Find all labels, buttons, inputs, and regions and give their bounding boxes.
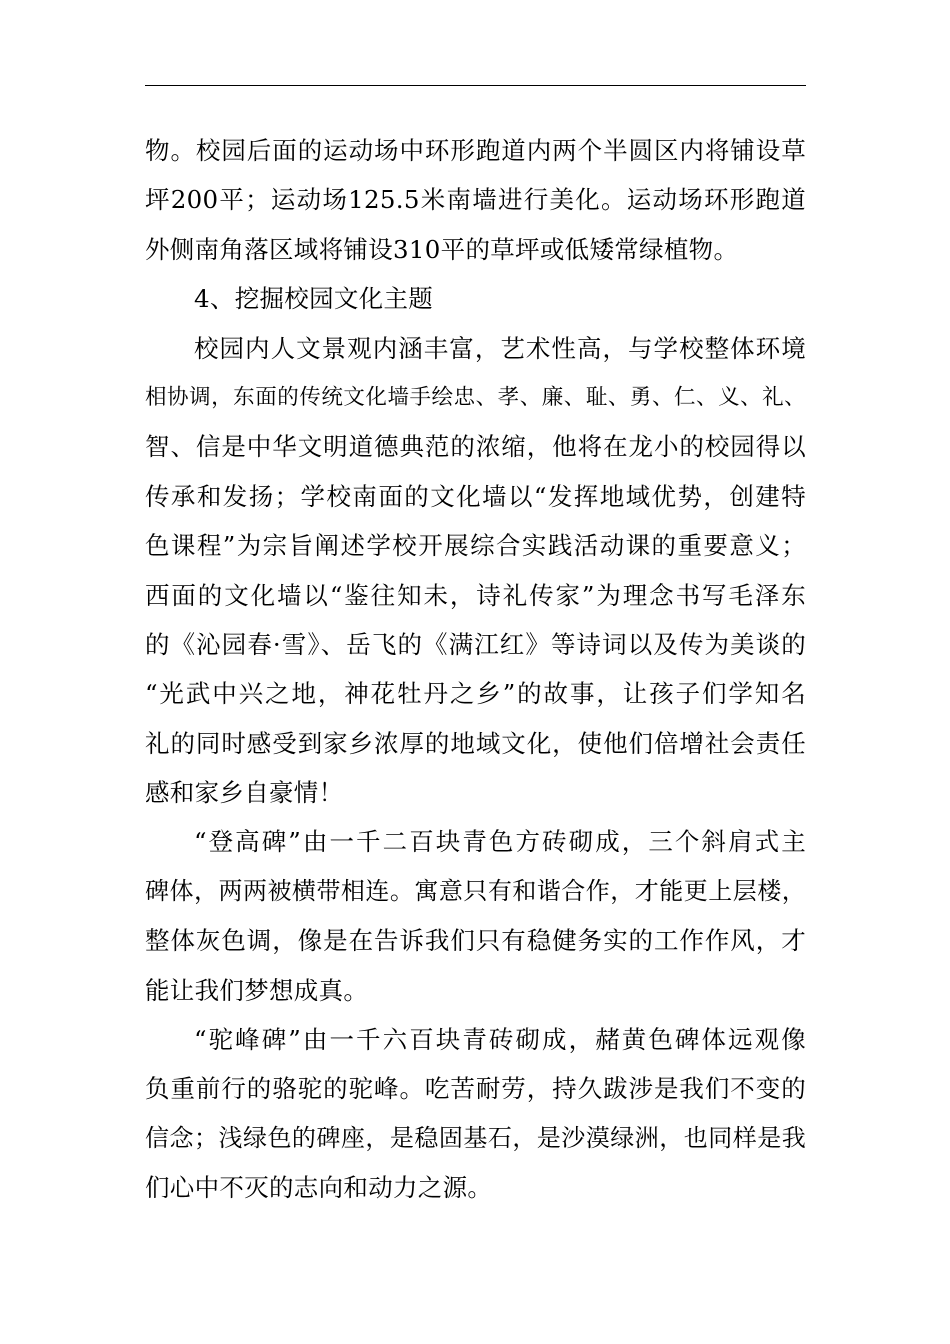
text-line: 相协调，东面的传统文化墙手绘忠、孝、廉、耻、勇、仁、义、礼、 — [145, 384, 806, 410]
text-line: 智、信是中华文明道德典范的浓缩，他将在龙小的校园得以 — [145, 432, 806, 462]
text-line: 能让我们梦想成真。 — [145, 975, 369, 1005]
text-line: 礼的同时感受到家乡浓厚的地域文化，使他们倍增社会责任 — [145, 728, 806, 758]
text-line: 色课程”为宗旨阐述学校开展综合实践活动课的重要意义； — [145, 531, 806, 561]
text-line: 信念；浅绿色的碑座，是稳固基石，是沙漠绿洲，也同样是我 — [145, 1123, 806, 1152]
text-line: 传承和发扬；学校南面的文化墙以“发挥地域优势，创建特 — [145, 481, 806, 511]
text-line: “驼峰碑”由一千六百块青砖砌成，赭黄色碑体远观像 — [194, 1025, 806, 1055]
text-line: 整体灰色调，像是在告诉我们只有稳健务实的工作作风，才 — [145, 926, 806, 956]
header-rule — [145, 85, 806, 86]
text-line: “登高碑”由一千二百块青色方砖砌成，三个斜肩式主 — [194, 827, 806, 857]
text-line: 碑体，两两被横带相连。寓意只有和谐合作，才能更上层楼， — [145, 876, 806, 905]
text-line: 坪200平；运动场125.5米南墙进行美化。运动场环形跑道 — [145, 185, 806, 215]
text-line: 4、挖掘校园文化主题 — [194, 284, 434, 314]
text-line: 西面的文化墙以“鉴往知未，诗礼传家”为理念书写毛泽东 — [145, 580, 806, 610]
text-line: 负重前行的骆驼的驼峰。吃苦耐劳，持久跋涉是我们不变的 — [145, 1074, 806, 1104]
text-line: 们心中不灭的志向和动力之源。 — [145, 1173, 493, 1203]
text-line: “光武中兴之地，神花牡丹之乡”的故事，让孩子们学知名 — [145, 679, 806, 709]
text-line: 外侧南角落区域将铺设310平的草坪或低矮常绿植物。 — [145, 234, 739, 264]
text-line: 的《沁园春·雪》、岳飞的《满江红》等诗词以及传为美谈的 — [145, 629, 806, 659]
text-line: 校园内人文景观内涵丰富，艺术性高，与学校整体环境 — [194, 333, 806, 363]
body-text — [145, 126, 806, 1213]
text-line: 感和家乡自豪情！ — [145, 778, 344, 808]
text-line: 物。校园后面的运动场中环形跑道内两个半圆区内将铺设草 — [145, 136, 806, 165]
